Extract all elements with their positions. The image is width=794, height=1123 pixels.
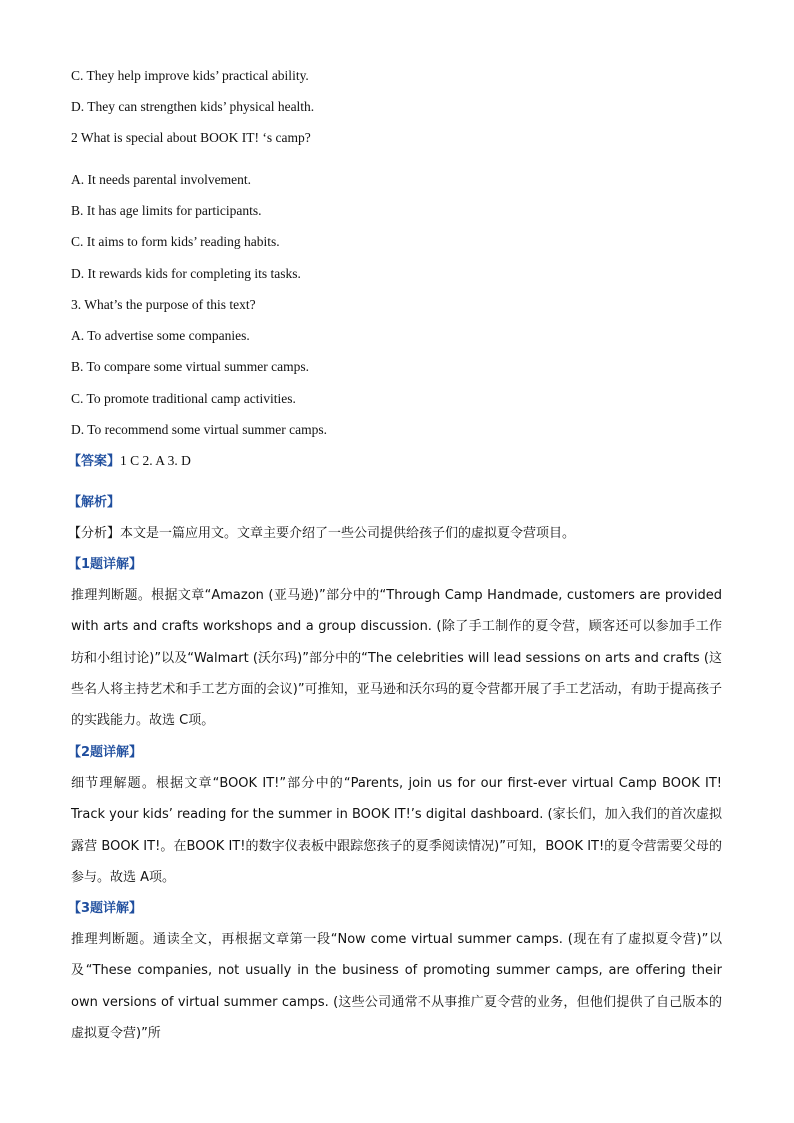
summary-text: 本文是一篇应用文。文章主要介绍了一些公司提供给孩子们的虚拟夏令营项目。 [120, 526, 576, 541]
option-1c: C. They help improve kids’ practical ability. [71, 68, 309, 83]
option-3b: B. To compare some virtual summer camps. [71, 359, 310, 374]
analysis-heading: 【解析】 [68, 495, 121, 510]
option-3c: C. To promote traditional camp activities. [71, 391, 296, 406]
option-2b: B. It has age limits for participants. [71, 203, 262, 218]
question-3: 3. What’s the purpose of this text? [71, 297, 256, 312]
detail2-heading: 【2题详解】 [68, 745, 143, 760]
option-2c: C. It aims to form kids’ reading habits. [71, 234, 280, 249]
analysis-summary [68, 525, 723, 543]
answer-tag: 【答案】 [68, 454, 121, 469]
option-3a: A. To advertise some companies. [71, 328, 250, 343]
detail1-text: 推理判断题。根据文章“Amazon (亚马逊)”部分中的“Through Camp Handmade, customers are provided with arts and crafts workshops and a group discussion. (除了手工制作的夏令营，顾客还可以参加手工作坊和小组讨论)”以及“Walmart (沃尔玛)”部分中的“The celebrities will lead sessions on arts and crafts (这些名人将主持艺术和手工艺方面的会议)”可推知，亚马逊和沃尔玛的夏令营都开展了手工艺活动，有助于提高孩子的实践能力。故选 C项。 [71, 588, 722, 729]
detail2-text: 细节理解题。根据文章“BOOK IT!”部分中的“Parents, join us for our first-ever virtual Camp BOOK IT! Track your kids’ reading for the summer in BOOK IT!’s digital dashboard. (家长们，加入我们的首次虚拟露营 BOOK IT!。在BOOK IT!的数字仪表板中跟踪您孩子的夏季阅读情况)”可知，BOOK IT!的夏令营需要父母的参与。故选 A项。 [71, 776, 722, 885]
detail1-heading: 【1题详解】 [68, 557, 143, 572]
option-3d: D. To recommend some virtual summer camps. [71, 422, 327, 437]
answer-text: 1 C 2. A 3. D [120, 453, 191, 468]
summary-tag: 【分析】 [68, 526, 121, 541]
option-1d: D. They can strengthen kids’ physical health. [71, 99, 315, 114]
question-2: 2 What is special about BOOK IT! ‘s camp? [71, 130, 311, 145]
answer-line [68, 452, 723, 471]
option-2d: D. It rewards kids for completing its tasks. [71, 266, 301, 281]
detail3-heading: 【3题详解】 [68, 901, 143, 916]
detail3-text: 推理判断题。通读全文，再根据文章第一段“Now come virtual summer camps. (现在有了虚拟夏令营)”以及“These companies, not usually in the business of promoting summer camps, are offering their own versions of virtual summer camps. (这些公司通常不从事推广夏令营的业务，但他们提供了自己版本的虚拟夏令营)”所 [71, 932, 722, 1041]
option-2a: A. It needs parental involvement. [71, 172, 251, 187]
